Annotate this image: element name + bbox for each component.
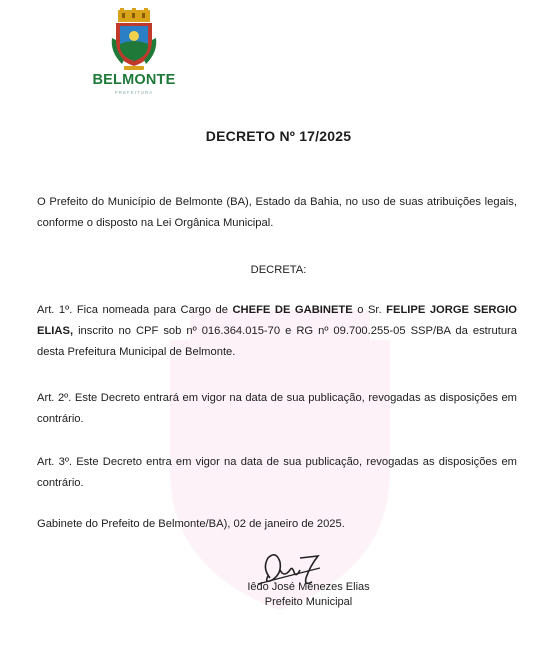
decreta-heading: DECRETA: [250, 264, 307, 276]
closing-line: Gabinete do Prefeito de Belmonte/BA), 02 de janeiro de 2025. [37, 518, 345, 530]
article-1-name: FELIPE JORGE SERGIO ELIAS, [37, 304, 518, 337]
article-3: Art. 3º. Este Decreto entra em vigor na data de sua publicação, revogadas as disposições em contrário. [37, 456, 517, 489]
article-2: Art. 2º. Este Decreto entrará em vigor na data de sua publicação, revogadas as disposições em contrário. [37, 392, 517, 425]
signatory-role: Prefeito Municipal [264, 596, 353, 608]
article-1-role: CHEFE DE GABINETE [232, 304, 353, 316]
article-1-mid: o Sr. [352, 304, 387, 316]
logo-wordmark: BELMONTE [92, 72, 176, 88]
article-1-suffix: inscrito no CPF sob nº 016.364.015-70 e RG nº 09.700.255-05 SSP/BA da estrutura desta Prefeitura Municipal de Belmonte. [37, 325, 517, 358]
decree-title: DECRETO Nº 17/2025 [205, 128, 352, 144]
article-1-prefix: Art. 1º. Fica nomeada para Cargo de [37, 304, 233, 316]
preamble-paragraph: O Prefeito do Município de Belmonte (BA), Estado da Bahia, no uso de suas atribuições legais, conforme o disposto na Lei Orgânica Municipal. [37, 196, 517, 229]
municipal-logo [88, 8, 180, 100]
article-1 [37, 300, 517, 363]
logo-subtext: PREFEITURA [114, 90, 154, 95]
coat-of-arms-icon [110, 8, 158, 72]
signatory-name: Iêdo José Menezes Elias [247, 581, 370, 593]
